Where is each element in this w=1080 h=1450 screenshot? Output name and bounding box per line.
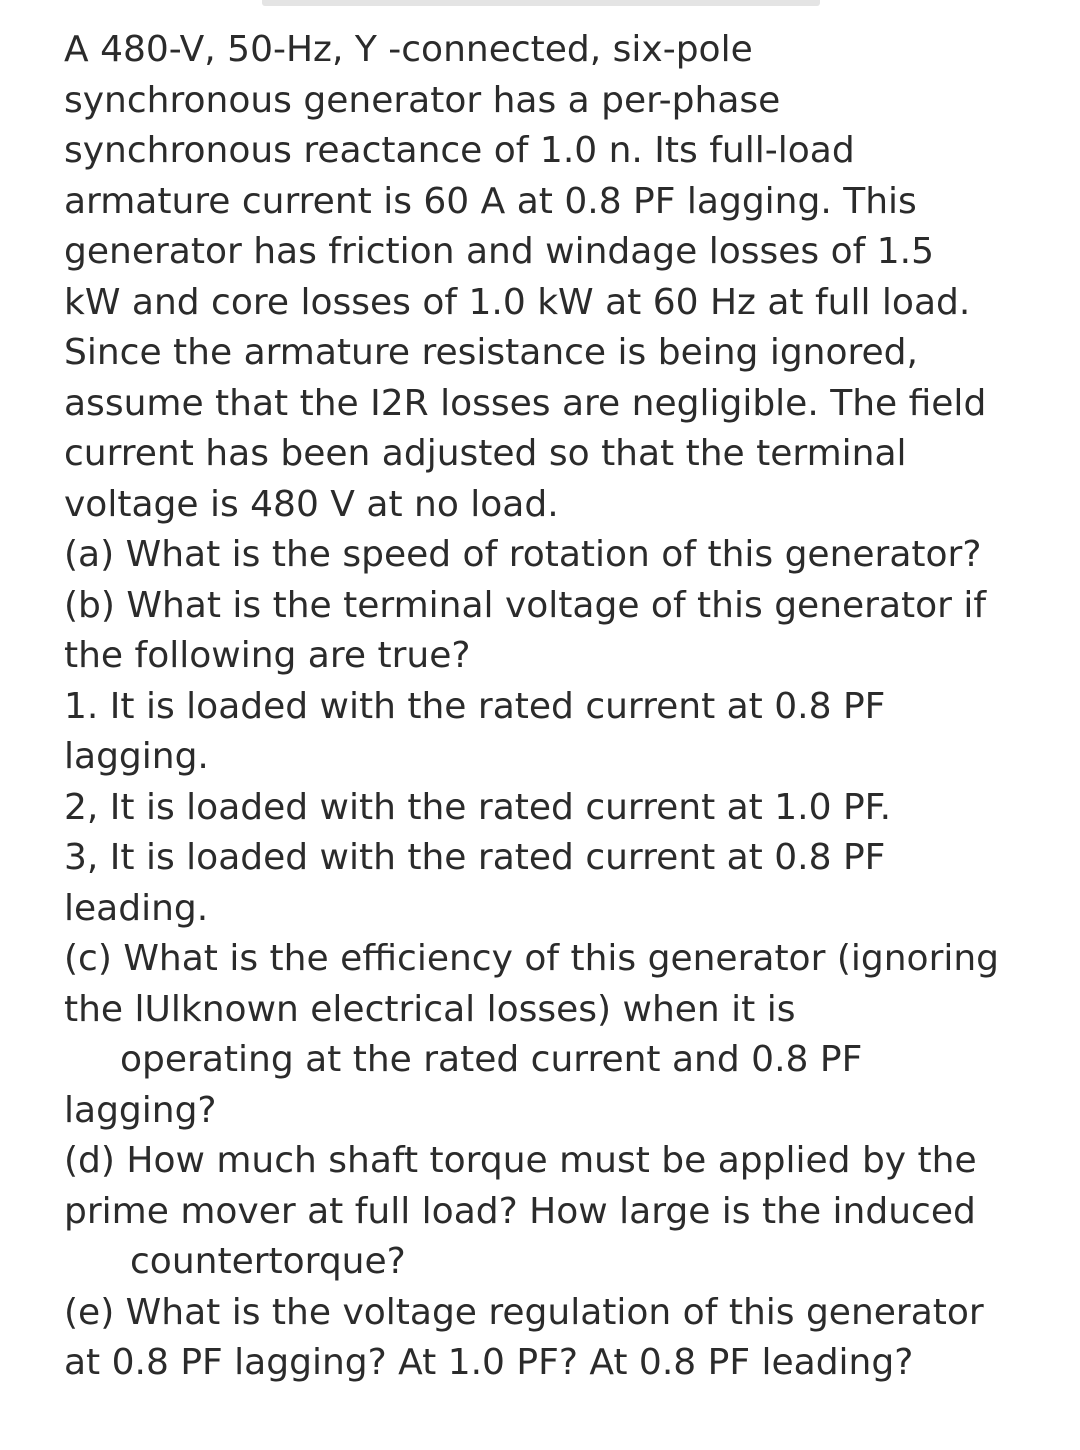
text-line: (e) What is the voltage regulation of this generator	[64, 1291, 984, 1333]
text-line: (d) How much shaft torque must be applied by the	[64, 1140, 977, 1181]
text-line: kW and core losses of 1.0 kW at 60 Hz at full load.	[64, 281, 971, 323]
text-line: voltage is 480 V at no load.	[64, 483, 559, 525]
text-line: operating at the rated current and 0.8 PF	[120, 1039, 863, 1080]
text-line: the following are true?	[64, 635, 471, 676]
text-line: synchronous generator has a per-phase	[64, 79, 781, 121]
text-line: Since the armature resistance is being ignored,	[64, 332, 918, 373]
text-line: armature current is 60 A at 0.8 PF lagging. This	[64, 180, 917, 222]
text-line: (c) What is the efficiency of this generator (ignoring	[64, 938, 1000, 979]
text-line: at 0.8 PF lagging? At 1.0 PF? At 0.8 PF leading?	[64, 1342, 914, 1383]
text-line: assume that the I2R losses are negligible. The field	[64, 382, 987, 424]
text-line: generator has friction and windage losses of 1.5	[64, 231, 935, 272]
text-line: (a) What is the speed of rotation of this generator?	[64, 534, 982, 575]
text-line: current has been adjusted so that the terminal	[64, 433, 907, 474]
top-divider	[262, 0, 820, 6]
text-line: synchronous reactance of 1.0 n. Its full-load	[64, 130, 855, 171]
text-line: A 480-V, 50-Hz, Y -connected, six-pole	[64, 29, 753, 70]
text-line: 2, It is loaded with the rated current at 1.0 PF.	[64, 786, 892, 828]
text-line: prime mover at full load? How large is the induced	[64, 1190, 976, 1232]
text-line: lagging.	[64, 736, 209, 777]
text-line: 1. It is loaded with the rated current at 0.8 PF	[64, 685, 886, 727]
text-line: lagging?	[64, 1089, 217, 1131]
problem-text	[64, 25, 1064, 1389]
text-line: (b) What is the terminal voltage of this generator if	[64, 584, 987, 626]
text-line: the lUlknown electrical losses) when it is	[64, 988, 796, 1030]
text-line: countertorque?	[130, 1241, 406, 1282]
text-line: leading.	[64, 887, 209, 929]
text-line: 3, It is loaded with the rated current at 0.8 PF	[64, 837, 886, 878]
